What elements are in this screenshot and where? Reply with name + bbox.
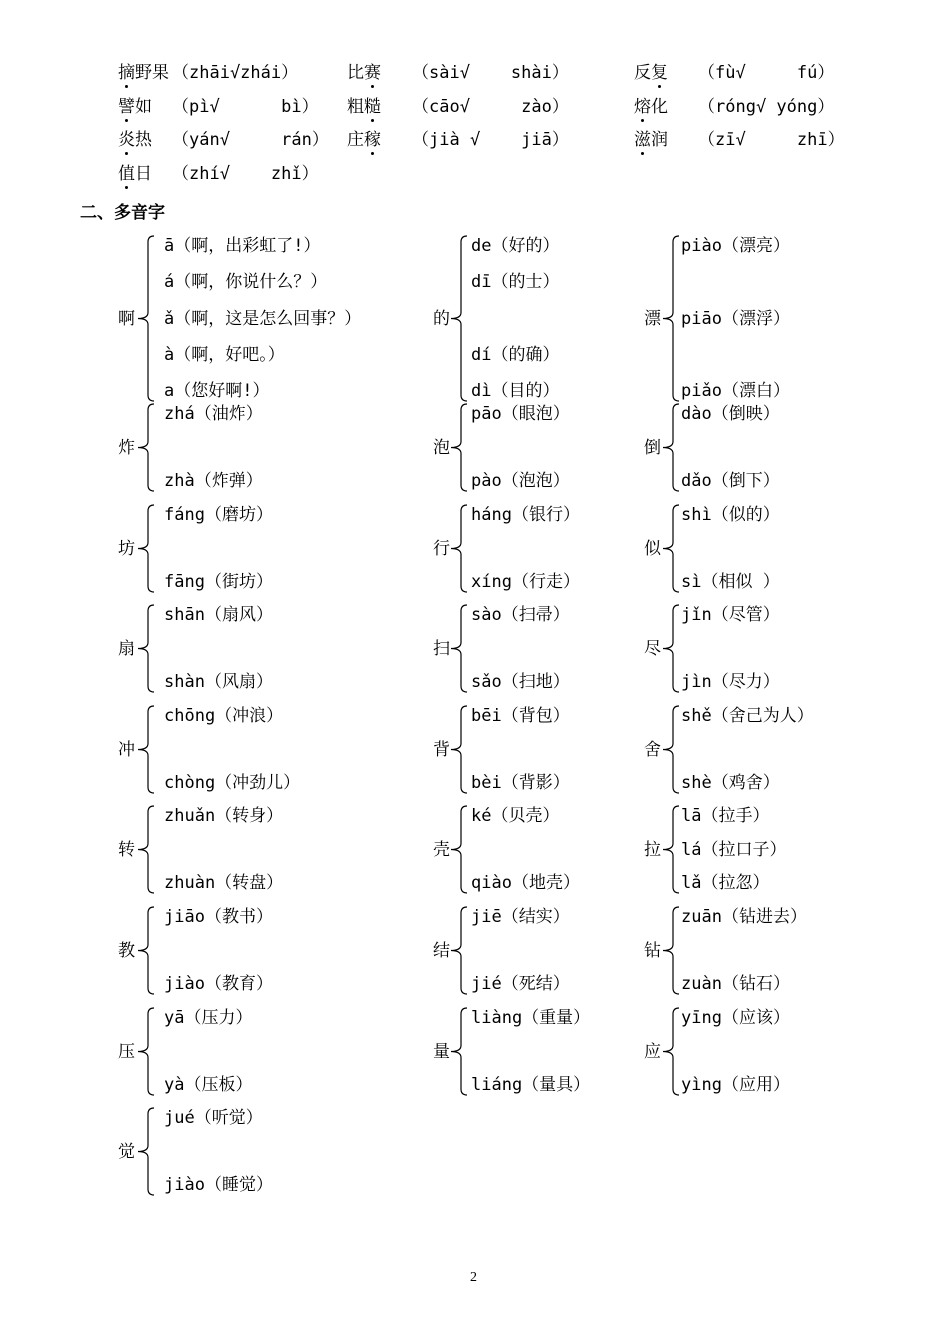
word-item (118, 97, 152, 117)
brace (136, 905, 156, 996)
pinyin-choices: （yán√ rán） (172, 130, 329, 150)
word-item (347, 130, 381, 150)
polyphonic-character: 的 (433, 308, 450, 329)
reading-item: ā（啊，出彩虹了!） (164, 236, 321, 256)
reading-item: shān（扇风） (164, 605, 273, 625)
polyphonic-character: 量 (433, 1041, 450, 1062)
reading-item: qiào（地壳） (471, 873, 580, 893)
brace (136, 804, 156, 895)
reading-item: pào（泡泡） (471, 471, 570, 491)
dotted-character: 稼 (364, 130, 381, 150)
word-part: 庄 (347, 130, 364, 150)
polyphonic-character: 扫 (433, 638, 450, 659)
reading-item: zhuǎn（转身） (164, 806, 284, 826)
polyphonic-character: 啊 (118, 308, 135, 329)
pinyin-choices: （cāo√ zào） (412, 97, 569, 117)
reading-item: dǎo（倒下） (681, 471, 780, 491)
polyphonic-character: 炸 (118, 437, 135, 458)
reading-item: yīng（应该） (681, 1008, 790, 1028)
pinyin-choices: （jià √ jiā） (412, 130, 569, 150)
reading-item: yìng（应用） (681, 1075, 790, 1095)
reading-item: háng（银行） (471, 505, 580, 525)
reading-item: bèi（背影） (471, 773, 570, 793)
polyphonic-character: 壳 (433, 839, 450, 860)
polyphonic-character: 似 (644, 538, 661, 559)
section-title: 二、多音字 (80, 203, 165, 223)
pinyin-choices: （pì√ bì） (172, 97, 319, 117)
dotted-character: 譬 (118, 97, 135, 117)
reading-item: zuān（钻进去） (681, 907, 807, 927)
dotted-character: 摘 (118, 63, 135, 83)
brace (449, 402, 469, 493)
brace (136, 704, 156, 795)
reading-item: yà（压板） (164, 1075, 253, 1095)
reading-item: à（啊，好吧。） (164, 344, 285, 365)
brace (136, 402, 156, 493)
brace (136, 1106, 156, 1197)
reading-item: de（好的） (471, 236, 560, 256)
reading-item: a（您好啊!） (164, 381, 270, 401)
brace (661, 402, 681, 493)
brace (661, 804, 681, 895)
reading-item: bēi（背包） (471, 706, 570, 726)
word-part: 润 (651, 130, 668, 150)
pinyin-choices: （zhāi√zhái） (172, 63, 299, 83)
reading-item: shè（鸡舍） (681, 773, 780, 793)
brace (661, 503, 681, 594)
dotted-character: 炎 (118, 130, 135, 150)
reading-item: jiē（结实） (471, 907, 570, 927)
word-item (118, 130, 152, 150)
reading-item: chòng（冲劲儿） (164, 773, 301, 793)
reading-item: sǎo（扫地） (471, 672, 570, 692)
polyphonic-character: 漂 (644, 308, 661, 329)
brace (449, 804, 469, 895)
brace (661, 1006, 681, 1097)
reading-item: piào（漂亮） (681, 236, 790, 256)
reading-item: lǎ（拉忽） (681, 873, 770, 893)
brace (136, 1006, 156, 1097)
reading-item: dào（倒映） (681, 404, 780, 424)
page-number: 2 (470, 1270, 477, 1285)
reading-item: shì（似的） (681, 505, 780, 525)
brace (661, 603, 681, 694)
word-part: 粗 (347, 97, 364, 117)
reading-item: zhuàn（转盘） (164, 873, 284, 893)
brace (661, 905, 681, 996)
polyphonic-character: 冲 (118, 739, 135, 760)
brace (661, 704, 681, 795)
polyphonic-character: 背 (433, 739, 450, 760)
reading-item: xíng（行走） (471, 572, 580, 592)
pinyin-choices: （zī√ zhī） (698, 130, 845, 150)
reading-item: zhá（油炸） (164, 404, 263, 424)
brace (136, 503, 156, 594)
polyphonic-character: 拉 (644, 839, 661, 860)
brace (136, 603, 156, 694)
reading-item: lā（拉手） (681, 806, 770, 826)
pinyin-choices: （sài√ shài） (412, 63, 569, 83)
reading-item: yā（压力） (164, 1008, 253, 1028)
reading-item: sào（扫帚） (471, 605, 570, 625)
reading-item: fáng（磨坊） (164, 505, 273, 525)
word-part: 化 (651, 97, 668, 117)
brace (449, 1006, 469, 1097)
reading-item: ǎ（啊，这是怎么回事？） (164, 308, 362, 329)
word-part: 反 (634, 63, 651, 83)
word-item (634, 130, 668, 150)
polyphonic-character: 泡 (433, 437, 450, 458)
word-item (118, 164, 152, 184)
polyphonic-character: 行 (433, 538, 450, 559)
brace (449, 905, 469, 996)
reading-item: liàng（重量） (471, 1008, 591, 1028)
dotted-character: 复 (651, 63, 668, 83)
pinyin-choices: （zhí√ zhǐ） (172, 164, 319, 184)
reading-item: ké（贝壳） (471, 806, 560, 826)
reading-item: jiào（教育） (164, 974, 273, 994)
word-item (118, 63, 169, 83)
reading-item: dī（的士） (471, 272, 560, 293)
reading-item: lá（拉口子） (681, 839, 787, 860)
reading-item: jué（听觉） (164, 1108, 263, 1128)
dotted-character: 赛 (364, 63, 381, 83)
reading-item: jiào（睡觉） (164, 1175, 273, 1195)
word-item (347, 63, 381, 83)
reading-item: piāo（漂浮） (681, 308, 790, 329)
word-part: 野果 (135, 63, 169, 83)
reading-item: pāo（眼泡） (471, 404, 570, 424)
dotted-character: 熔 (634, 97, 651, 117)
brace (136, 234, 156, 403)
reading-item: fāng（街坊） (164, 572, 273, 592)
brace (449, 603, 469, 694)
reading-item: zhà（炸弹） (164, 471, 263, 491)
polyphonic-character: 钻 (644, 940, 661, 961)
dotted-character: 滋 (634, 130, 651, 150)
reading-item: piǎo（漂白） (681, 381, 790, 401)
reading-item: jiāo（教书） (164, 907, 273, 927)
polyphonic-character: 倒 (644, 437, 661, 458)
reading-item: liáng（量具） (471, 1075, 591, 1095)
dotted-character: 糙 (364, 97, 381, 117)
pinyin-choices: （róng√ yóng） (698, 97, 835, 117)
polyphonic-character: 舍 (644, 739, 661, 760)
word-part: 比 (347, 63, 364, 83)
brace (661, 234, 681, 403)
reading-item: chōng（冲浪） (164, 706, 284, 726)
polyphonic-character: 尽 (644, 638, 661, 659)
reading-item: sì（相似 ） (681, 572, 780, 592)
reading-item: dí（的确） (471, 344, 560, 365)
reading-item: shě（舍己为人） (681, 706, 814, 726)
polyphonic-character: 压 (118, 1041, 135, 1062)
brace (449, 503, 469, 594)
word-part: 热 (135, 130, 152, 150)
reading-item: shàn（风扇） (164, 672, 273, 692)
reading-item: jìn（尽力） (681, 672, 780, 692)
word-part: 日 (135, 164, 152, 184)
word-part: 如 (135, 97, 152, 117)
pinyin-choices: （fù√ fú） (698, 63, 835, 83)
polyphonic-character: 坊 (118, 538, 135, 559)
reading-item: dì（目的） (471, 381, 560, 401)
dotted-character: 值 (118, 164, 135, 184)
reading-item: jǐn（尽管） (681, 605, 780, 625)
polyphonic-character: 教 (118, 940, 135, 961)
reading-item: zuàn（钻石） (681, 974, 790, 994)
polyphonic-character: 觉 (118, 1141, 135, 1162)
polyphonic-character: 扇 (118, 638, 135, 659)
word-item (347, 97, 381, 117)
reading-item: jié（死结） (471, 974, 570, 994)
polyphonic-character: 应 (644, 1041, 661, 1062)
polyphonic-character: 转 (118, 839, 135, 860)
word-item (634, 97, 668, 117)
reading-item: á（啊，你说什么？） (164, 272, 328, 293)
polyphonic-character: 结 (433, 940, 450, 961)
word-item (634, 63, 668, 83)
brace (449, 234, 469, 403)
brace (449, 704, 469, 795)
